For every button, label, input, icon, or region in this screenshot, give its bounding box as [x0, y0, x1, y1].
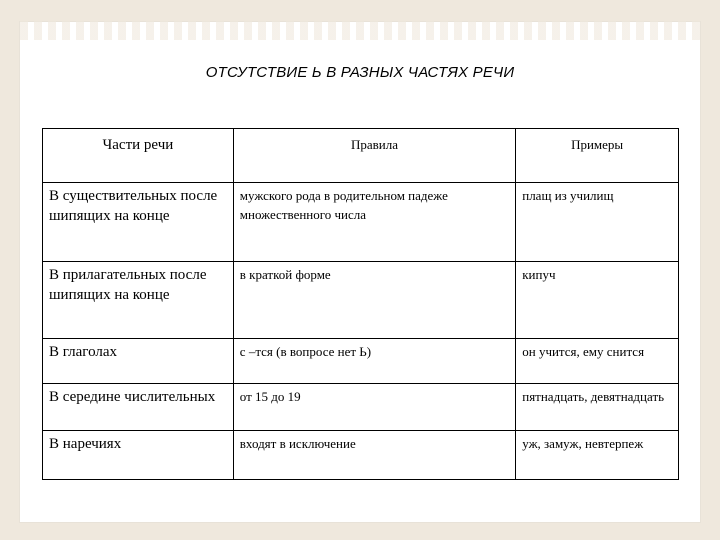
- header-parts-of-speech: Части речи: [43, 129, 234, 183]
- cell-examples: пятнадцать, девятнадцать: [516, 384, 679, 431]
- cell-rule: входят в исключение: [233, 431, 515, 480]
- cell-examples: уж, замуж, невтерпеж: [516, 431, 679, 480]
- cell-rule: от 15 до 19: [233, 384, 515, 431]
- cell-rule: мужского рода в родительном падеже множественного числа: [233, 183, 515, 262]
- table-row: [43, 339, 679, 384]
- table-header-row: [43, 129, 679, 183]
- cell-part: В наречиях: [43, 431, 234, 480]
- rules-table: [42, 128, 679, 480]
- table-row: [43, 262, 679, 339]
- header-examples: Примеры: [516, 129, 679, 183]
- cell-part: В глаголах: [43, 339, 234, 384]
- cell-examples: плащ из училищ: [516, 183, 679, 262]
- cell-rule: в краткой форме: [233, 262, 515, 339]
- table-row: [43, 384, 679, 431]
- cell-part: В середине числительных: [43, 384, 234, 431]
- paper-perforation: [20, 0, 700, 40]
- cell-part: В прилагательных после шипящих на конце: [43, 262, 234, 339]
- cell-examples: кипуч: [516, 262, 679, 339]
- cell-rule: с –тся (в вопросе нет Ь): [233, 339, 515, 384]
- page-title: ОТСУТСТВИЕ Ь В РАЗНЫХ ЧАСТЯХ РЕЧИ: [205, 64, 515, 81]
- table-row: [43, 431, 679, 480]
- cell-examples: он учится, ему снится: [516, 339, 679, 384]
- cell-part: В существительных после шипящих на конце: [43, 183, 234, 262]
- table-row: [43, 183, 679, 262]
- header-rules: Правила: [233, 129, 515, 183]
